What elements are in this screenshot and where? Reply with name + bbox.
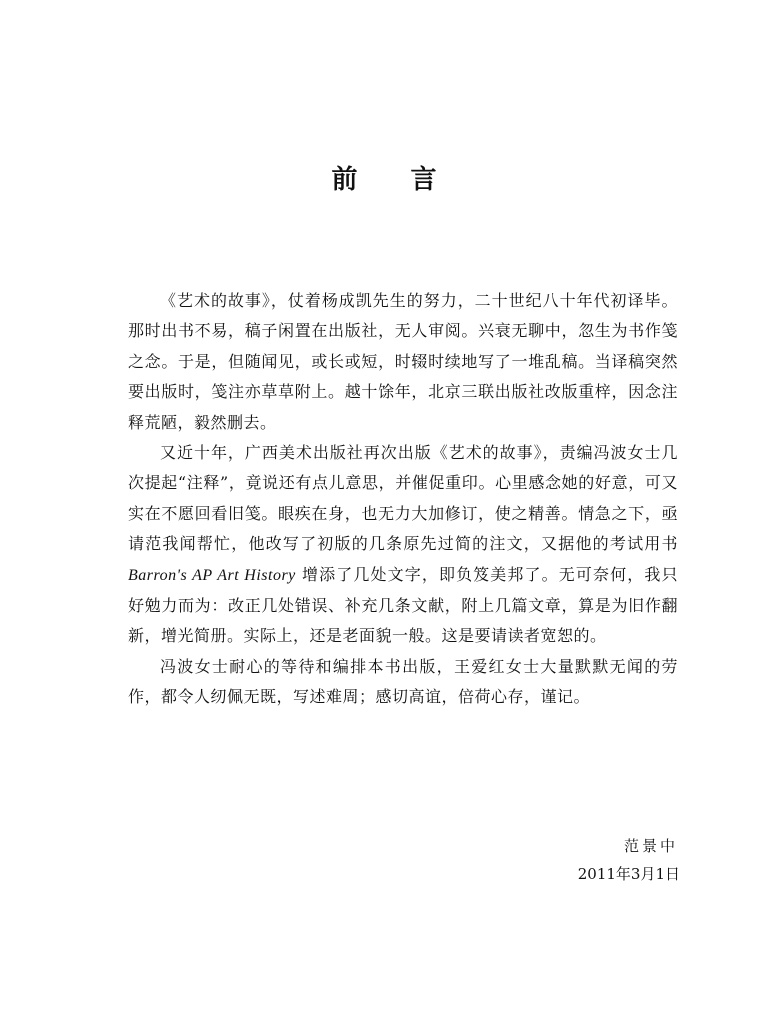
author-name: 范景中: [623, 837, 678, 855]
preface-body: [128, 286, 678, 713]
signature-date: 2011年3月1日: [577, 865, 680, 883]
page-title: 前 言: [331, 165, 459, 195]
book-title: Barron's AP Art History: [128, 566, 296, 584]
paragraph-3-text: 冯波女士耐心的等待和编排本书出版，王爱红女士大量默默无闻的劳作，都令人纫佩无既，写述难周；感切高谊，倍荷心存，谨记。: [128, 656, 678, 707]
signature-block: [578, 832, 680, 888]
paragraph-3: [128, 652, 678, 713]
paragraph-1-text: 《艺术的故事》，仗着杨成凯先生的努力，二十世纪八十年代初译毕。那时出书不易，稿子闲置在出版社，无人审阅。兴衰无聊中，忽生为书作笺之念。于是，但随闻见，或长或短，时辍时续地写了一堆乱稿。当译稿突然要出版时，笺注亦草草附上。越十馀年，北京三联出版社改版重梓，因念注释荒陋，毅然删去。: [128, 291, 678, 432]
paragraph-2-text-before: 又近十年，广西美术出版社再次出版《艺术的故事》，责编冯波女士几次提起“注释”，竟说还有点儿意思，并催促重印。心里感念她的好意，可又实在不愿回看旧笺。眼疾在身，也无力大加修订，使之精善。情急之下，亟请范我闻帮忙，他改写了初版的几条原先过简的注文，又据他的考试用书: [128, 443, 678, 554]
paragraph-1: [128, 286, 678, 438]
paragraph-2: [128, 438, 678, 652]
paragraph-2-text-after: 增添了几处文字，即负笈美邦了。无可奈何，我只好勉力而为：改正几处错误、补充几条文献，附上几篇文章，算是为旧作翻新，增光简册。实际上，还是老面貌一般。这是要请读者宽恕的。: [128, 564, 679, 646]
